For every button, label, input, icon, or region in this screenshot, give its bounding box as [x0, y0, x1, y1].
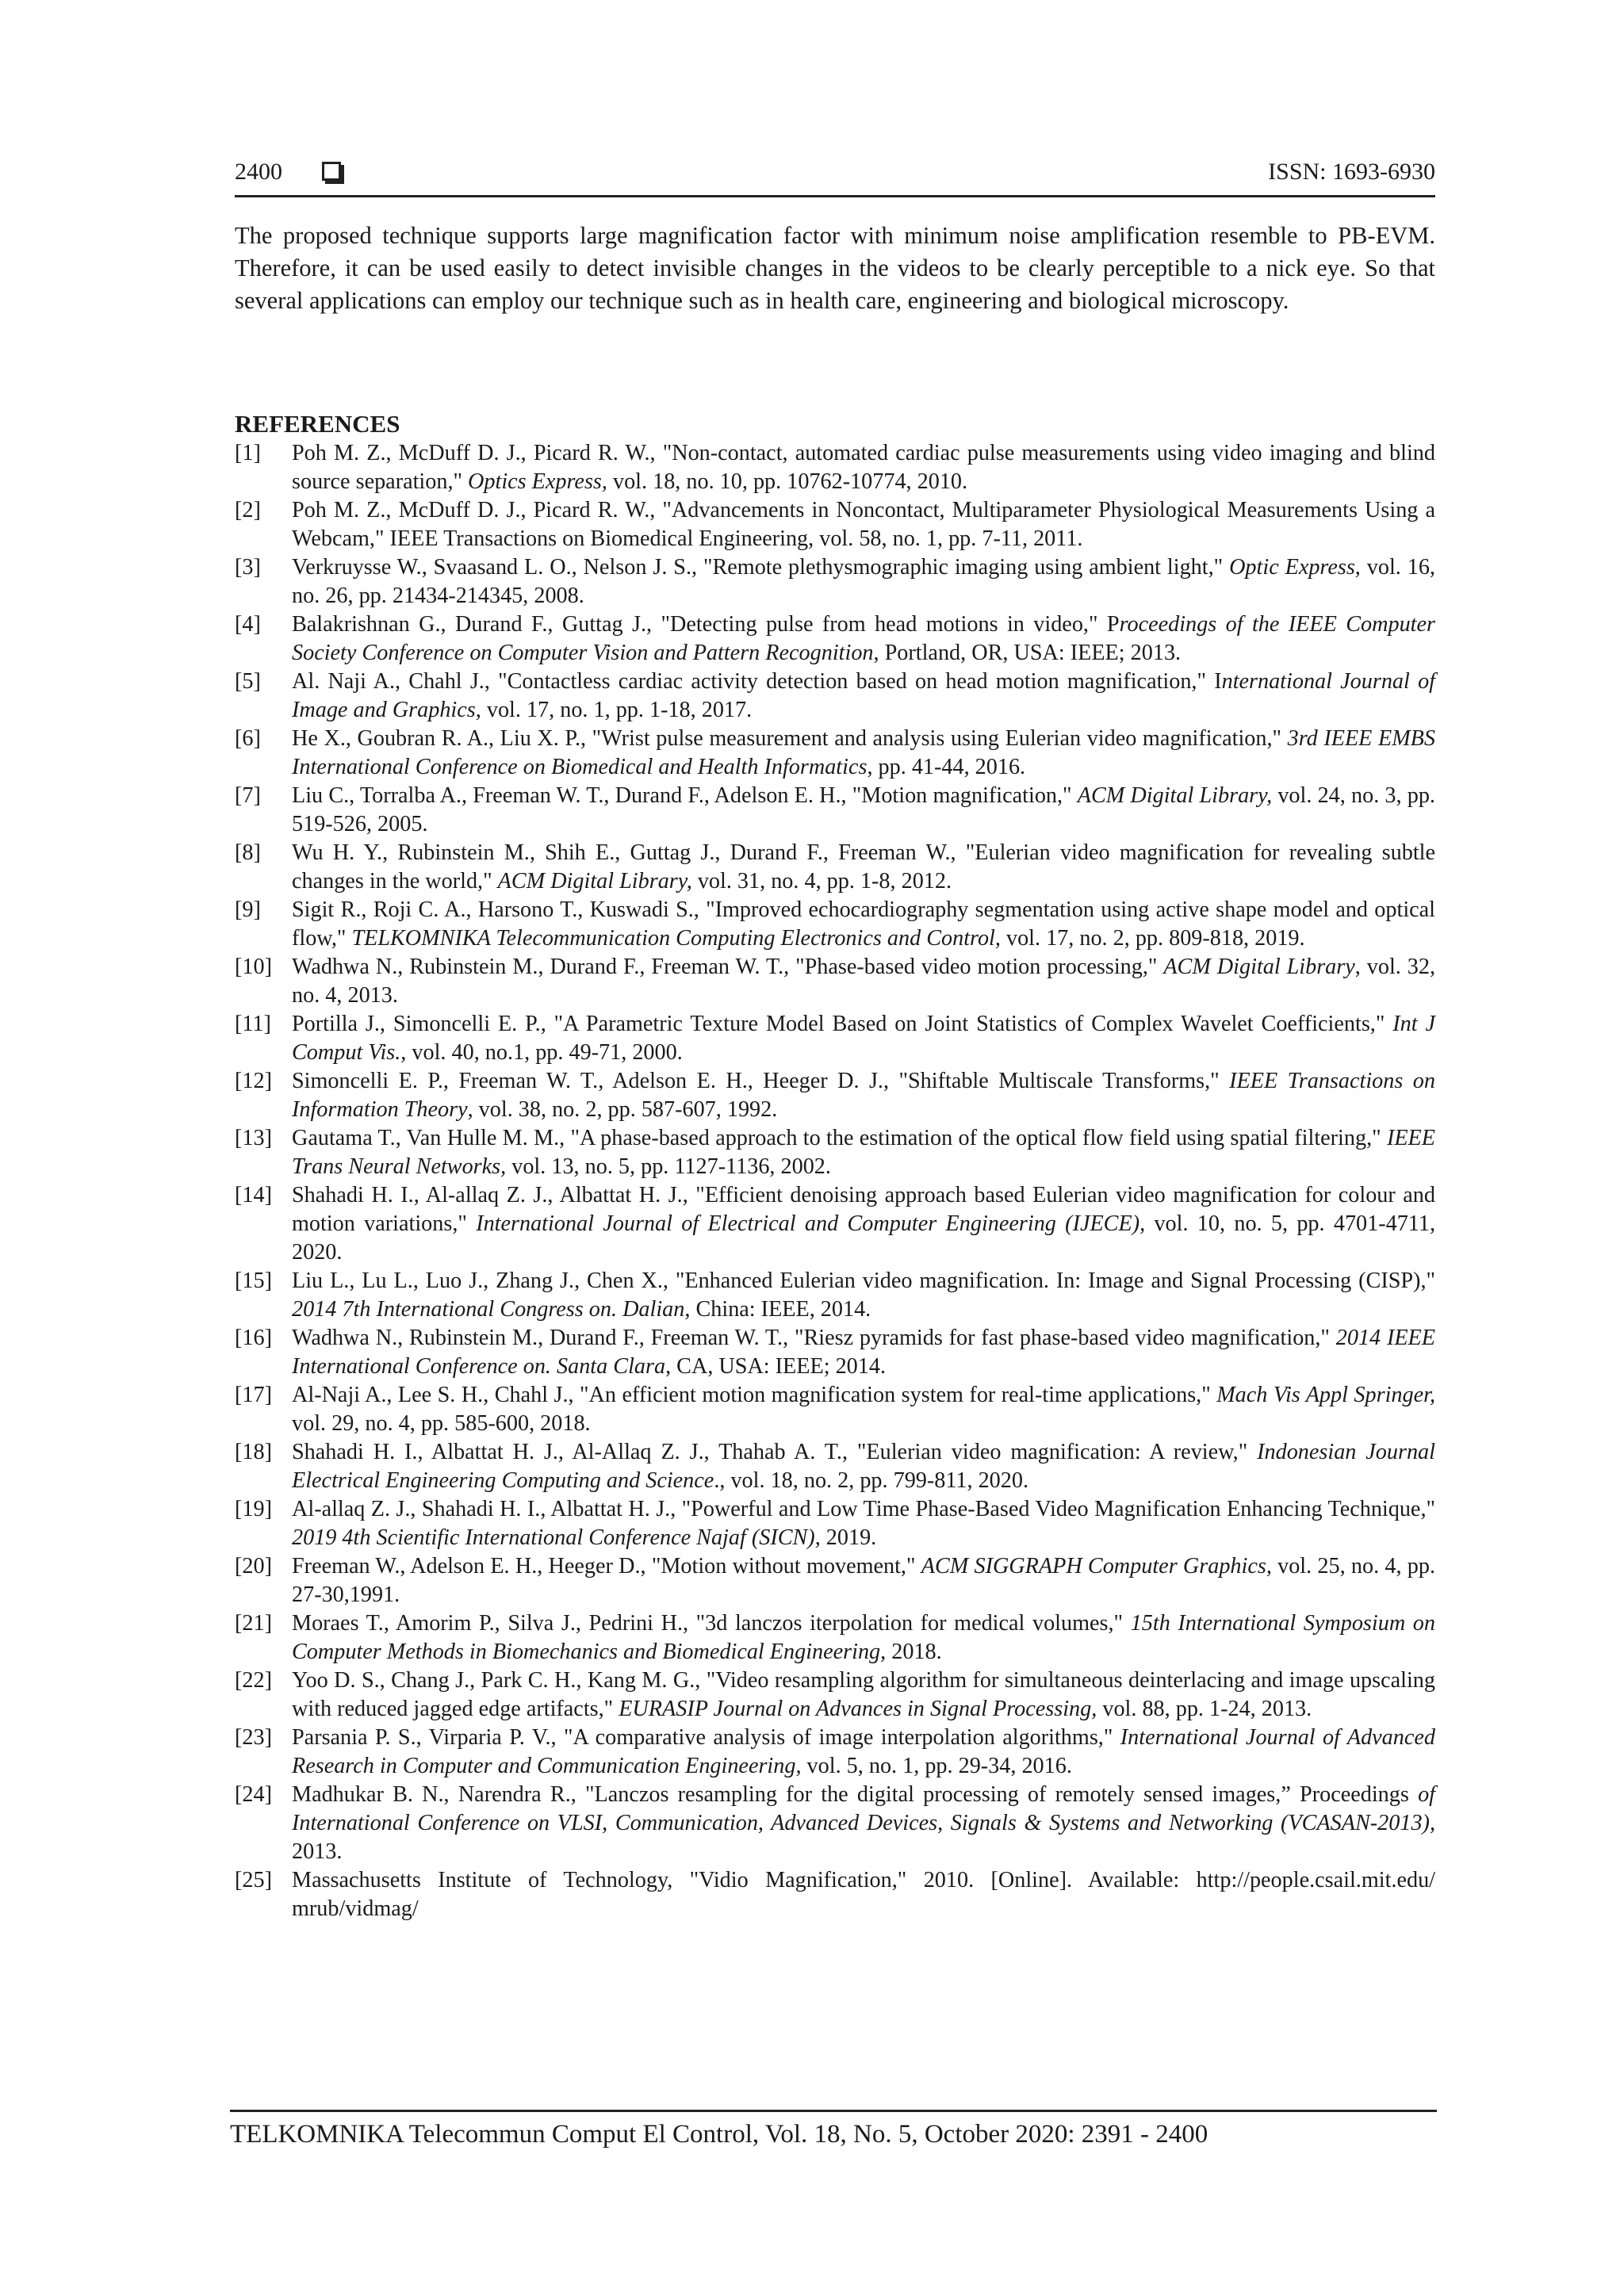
- reference-number: [3]: [235, 555, 261, 580]
- reference-number: [13]: [235, 1126, 272, 1150]
- reference-item: [235, 439, 1435, 496]
- references-heading: REFERENCES: [235, 410, 400, 438]
- reference-text: Poh M. Z., McDuff D. J., Picard R. W., "Non-contact, automated cardiac pulse measurements using video imaging and blind source separation," Optics Express, vol. 18, no. 10, pp. 10762-10774, 2010.: [292, 441, 1435, 494]
- reference-number: [16]: [235, 1326, 272, 1350]
- reference-item: [235, 1010, 1435, 1067]
- reference-number: [2]: [235, 498, 261, 522]
- reference-number: [8]: [235, 840, 261, 865]
- reference-number: [19]: [235, 1497, 272, 1521]
- reference-item: [235, 610, 1435, 668]
- reference-text: Wadhwa N., Rubinstein M., Durand F., Freeman W. T., "Phase-based video motion processing," ACM Digital Library, vol. 32, no. 4, 2013.: [292, 955, 1436, 1008]
- reference-number: [12]: [235, 1069, 272, 1093]
- reference-number: [15]: [235, 1269, 272, 1293]
- reference-text: Massachusetts Institute of Technology, "Vidio Magnification," 2010. [Online]. Available: http://people.csail.mit.edu/ mrub/vidmag/: [292, 1868, 1435, 1921]
- reference-item: [235, 839, 1435, 896]
- reference-number: [25]: [235, 1868, 272, 1892]
- reference-number: [17]: [235, 1383, 272, 1407]
- reference-item: [235, 1124, 1435, 1181]
- references-list: [235, 439, 1435, 1923]
- reference-item: [235, 1552, 1435, 1609]
- reference-item: [235, 1324, 1435, 1381]
- issn-label: ISSN: 1693-6930: [1268, 159, 1435, 185]
- reference-text: Sigit R., Roji C. A., Harsono T., Kuswadi S., "Improved echocardiography segmentation using active shape model and optical flow," TELKOMNIKA Telecommunication Computing Electronics and Control, vol. 17, no. 2, pp. 809-818, 2019.: [292, 897, 1435, 951]
- reference-text: Yoo D. S., Chang J., Park C. H., Kang M. G., "Video resampling algorithm for simultaneous deinterlacing and image upscaling with reduced jagged edge artifacts," EURASIP Journal on Advances in Signal Processing, vol. 88, pp. 1-24, 2013.: [292, 1668, 1435, 1721]
- square-bullet-icon: [322, 162, 341, 181]
- page-footer: [230, 2110, 1437, 2152]
- reference-number: [23]: [235, 1725, 272, 1750]
- reference-number: [18]: [235, 1440, 272, 1464]
- reference-item: [235, 553, 1435, 610]
- reference-item: [235, 1067, 1435, 1124]
- reference-text: Simoncelli E. P., Freeman W. T., Adelson E. H., Heeger D. J., "Shiftable Multiscale Transforms," IEEE Transactions on Information Theory, vol. 38, no. 2, pp. 587-607, 1992.: [292, 1069, 1435, 1122]
- reference-text: Poh M. Z., McDuff D. J., Picard R. W., "Advancements in Noncontact, Multiparameter Physiological Measurements Using a Webcam," IEEE Transactions on Biomedical Engineering, vol. 58, no. 1, pp. 7-11, 2011.: [292, 498, 1435, 551]
- reference-item: [235, 1181, 1435, 1267]
- reference-item: [235, 896, 1435, 953]
- reference-number: [22]: [235, 1668, 272, 1693]
- reference-item: [235, 1438, 1435, 1495]
- reference-text: Al. Naji A., Chahl J., "Contactless cardiac activity detection based on head motion magnification," International Journal of Image and Graphics, vol. 17, no. 1, pp. 1-18, 2017.: [292, 669, 1435, 722]
- reference-text: Parsania P. S., Virparia P. V., "A comparative analysis of image interpolation algorithms," International Journal of Advanced Research in Computer and Communication Engineering, vol. 5, no. 1, pp. 29-34, 2016.: [292, 1725, 1435, 1778]
- reference-item: [235, 668, 1435, 725]
- reference-item: [235, 782, 1435, 839]
- reference-text: Shahadi H. I., Albattat H. J., Al-Allaq Z. J., Thahab A. T., "Eulerian video magnification: A review," Indonesian Journal Electrical Engineering Computing and Science., vol. 18, no. 2, pp. 799-811, 2020.: [292, 1440, 1435, 1493]
- reference-item: [235, 1781, 1435, 1866]
- reference-text: Al-allaq Z. J., Shahadi H. I., Albattat H. J., "Powerful and Low Time Phase-Based Video Magnification Enhancing Technique," 2019 4th Scientific International Conference Najaf (SICN), 2019.: [292, 1497, 1435, 1550]
- reference-item: [235, 725, 1435, 782]
- page-header: [235, 155, 1435, 197]
- reference-item: [235, 1381, 1435, 1438]
- reference-number: [21]: [235, 1611, 272, 1636]
- reference-item: [235, 1724, 1435, 1781]
- reference-text: Wadhwa N., Rubinstein M., Durand F., Freeman W. T., "Riesz pyramids for fast phase-based video magnification," 2014 IEEE International Conference on. Santa Clara, CA, USA: IEEE; 2014.: [292, 1326, 1435, 1379]
- reference-number: [20]: [235, 1554, 272, 1578]
- reference-number: [1]: [235, 441, 261, 465]
- reference-number: [6]: [235, 726, 261, 751]
- reference-text: Shahadi H. I., Al-allaq Z. J., Albattat H. J., "Efficient denoising approach based Eulerian video magnification for colour and motion variations," International Journal of Electrical and Computer Engineering (IJECE), vol. 10, no. 5, pp. 4701-4711, 2020.: [292, 1183, 1435, 1265]
- reference-text: Gautama T., Van Hulle M. M., "A phase-based approach to the estimation of the optical flow field using spatial filtering," IEEE Trans Neural Networks, vol. 13, no. 5, pp. 1127-1136, 2002.: [292, 1126, 1435, 1179]
- reference-item: [235, 496, 1435, 553]
- reference-number: [11]: [235, 1012, 271, 1036]
- reference-item: [235, 1667, 1435, 1724]
- reference-text: Wu H. Y., Rubinstein M., Shih E., Guttag J., Durand F., Freeman W., "Eulerian video magnification for revealing subtle changes in the world," ACM Digital Library, vol. 31, no. 4, pp. 1-8, 2012.: [292, 840, 1435, 894]
- reference-text: Liu L., Lu L., Luo J., Zhang J., Chen X., "Enhanced Eulerian video magnification. In: Image and Signal Processing (CISP)," 2014 7th International Congress on. Dalian, China: IEEE, 2014.: [292, 1269, 1435, 1322]
- reference-text: He X., Goubran R. A., Liu X. P., "Wrist pulse measurement and analysis using Eulerian video magnification," 3rd IEEE EMBS International Conference on Biomedical and Health Informatics, pp. 41-44, 2016.: [292, 726, 1435, 779]
- reference-number: [7]: [235, 783, 261, 808]
- reference-text: Madhukar B. N., Narendra R., "Lanczos resampling for the digital processing of remotely sensed images,” Proceedings of International Conference on VLSI, Communication, Advanced Devices, Signals & Systems and Networking (VCASAN-2013), 2013.: [292, 1782, 1435, 1864]
- reference-text: Freeman W., Adelson E. H., Heeger D., "Motion without movement," ACM SIGGRAPH Computer Graphics, vol. 25, no. 4, pp. 27-30,1991.: [292, 1554, 1435, 1607]
- reference-number: [5]: [235, 669, 261, 694]
- reference-text: Verkruysse W., Svaasand L. O., Nelson J. S., "Remote plethysmographic imaging using ambient light," Optic Express, vol. 16, no. 26, pp. 21434-214345, 2008.: [292, 555, 1435, 608]
- reference-text: Liu C., Torralba A., Freeman W. T., Durand F., Adelson E. H., "Motion magnification," ACM Digital Library, vol. 24, no. 3, pp. 519-526, 2005.: [292, 783, 1435, 836]
- reference-number: [10]: [235, 955, 272, 979]
- reference-number: [24]: [235, 1782, 272, 1807]
- reference-text: Balakrishnan G., Durand F., Guttag J., "Detecting pulse from head motions in video," Proceedings of the IEEE Computer Society Conference on Computer Vision and Pattern Recognition, Portland, OR, USA: IEEE; 2013.: [292, 612, 1435, 665]
- reference-text: Portilla J., Simoncelli E. P., "A Parametric Texture Model Based on Joint Statistics of Complex Wavelet Coefficients," Int J Comput Vis., vol. 40, no.1, pp. 49-71, 2000.: [292, 1012, 1436, 1065]
- reference-item: [235, 1267, 1435, 1324]
- page-number: 2400: [235, 159, 282, 185]
- reference-number: [9]: [235, 897, 261, 922]
- reference-text: Moraes T., Amorim P., Silva J., Pedrini H., "3d lanczos iterpolation for medical volumes," 15th International Symposium on Computer Methods in Biomechanics and Biomedical Engineering, 2018.: [292, 1611, 1435, 1664]
- reference-number: [14]: [235, 1183, 272, 1207]
- reference-text: Al-Naji A., Lee S. H., Chahl J., "An efficient motion magnification system for real-time applications," Mach Vis Appl Springer, vol. 29, no. 4, pp. 585-600, 2018.: [292, 1383, 1435, 1436]
- reference-item: [235, 1609, 1435, 1667]
- reference-item: [235, 1866, 1435, 1923]
- reference-number: [4]: [235, 612, 261, 637]
- footer-citation: TELKOMNIKA Telecommun Comput El Control, Vol. 18, No. 5, October 2020: 2391 - 2400: [230, 2120, 1208, 2149]
- reference-item: [235, 953, 1435, 1010]
- intro-paragraph: The proposed technique supports large magnification factor with minimum noise amplification resemble to PB-EVM. Therefore, it can be used easily to detect invisible changes in the videos to be clearly perceptible to a nick eye. So that several applications can employ our technique such as in health care, engineering and biological microscopy.: [235, 222, 1435, 314]
- reference-item: [235, 1495, 1435, 1552]
